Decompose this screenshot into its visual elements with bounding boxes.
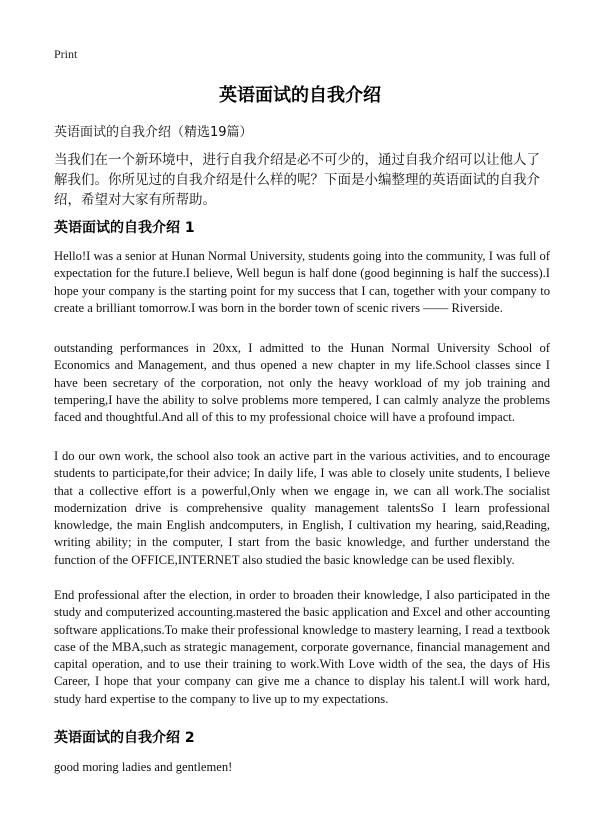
section-1-paragraph-3: I do our own work, the school also took an active part in the various activities, and to encourage students to participate,for their advice; In daily life, I was able to closely unite students, I believe that a collective effort is a powerful,Only when we engage in, we can all work.The socialist modernization drive is comprehensive quality management talentsSo I learn professional knowledge, the main English andcomputers, in English, I cultivation my hearing, said,Reading, writing ability; in the computer, I start from the basic knowledge, and further understand the function of the OFFICE,INTERNET also studied the basic knowledge can be used flexibly.: [54, 449, 550, 567]
section-1-paragraph-2: outstanding performances in 20xx, I admitted to the Hunan Normal University School of Economics and Management, and thus opened a new chapter in my life.School classes since I have been secretary of the corporation, not only the heavy workload of my job training and tempering,I have the ability to solve problems more tempered, I can calmly analyze the problems faced and thoughtful.And all of this to my professional choice will have a profound impact.: [54, 341, 550, 425]
section-1-paragraph-4: End professional after the election, in order to broaden their knowledge, I also participated in the study and computerized accounting.mastered the basic application and Excel and other accounting software applications.To make their professional knowledge to mastery learning, I read a textbook case of the MBA,such as strategic management, corporate governance, financial management and capital operation, and to use their training to work.With Love width of the sea, the days of His Career, I hope that your company can give me a chance to display his talent.I will work hard, study hard expertise to the company to live up to my expectations.: [54, 588, 550, 706]
print-link[interactable]: Print: [54, 47, 78, 61]
section-2-paragraph-1: good moring ladies and gentlemen!: [54, 760, 233, 774]
document-subtitle: 英语面试的自我介绍（精选19篇）: [54, 125, 253, 140]
section-1-paragraph-1: Hello!I was a senior at Hunan Normal University, students going into the community, I was full of expectation for the future.I believe, Well begun is half done (good beginning is half the success).I hope your company is the starting point for my success that I can, together with your company to create a brilliant tomorrow.I was born in the border town of scenic rivers —— Riverside.: [54, 249, 550, 315]
section-heading-2: 英语面试的自我介绍 2: [54, 730, 195, 746]
document-title: 英语面试的自我介绍: [219, 85, 381, 106]
section-heading-1: 英语面试的自我介绍 1: [54, 220, 195, 236]
intro-paragraph: 当我们在一个新环境中，进行自我介绍是必不可少的，通过自我介绍可以让他人了解我们。你所见过的自我介绍是什么样的呢？下面是小编整理的英语面试的自我介绍，希望对大家有所帮助。: [54, 152, 540, 208]
